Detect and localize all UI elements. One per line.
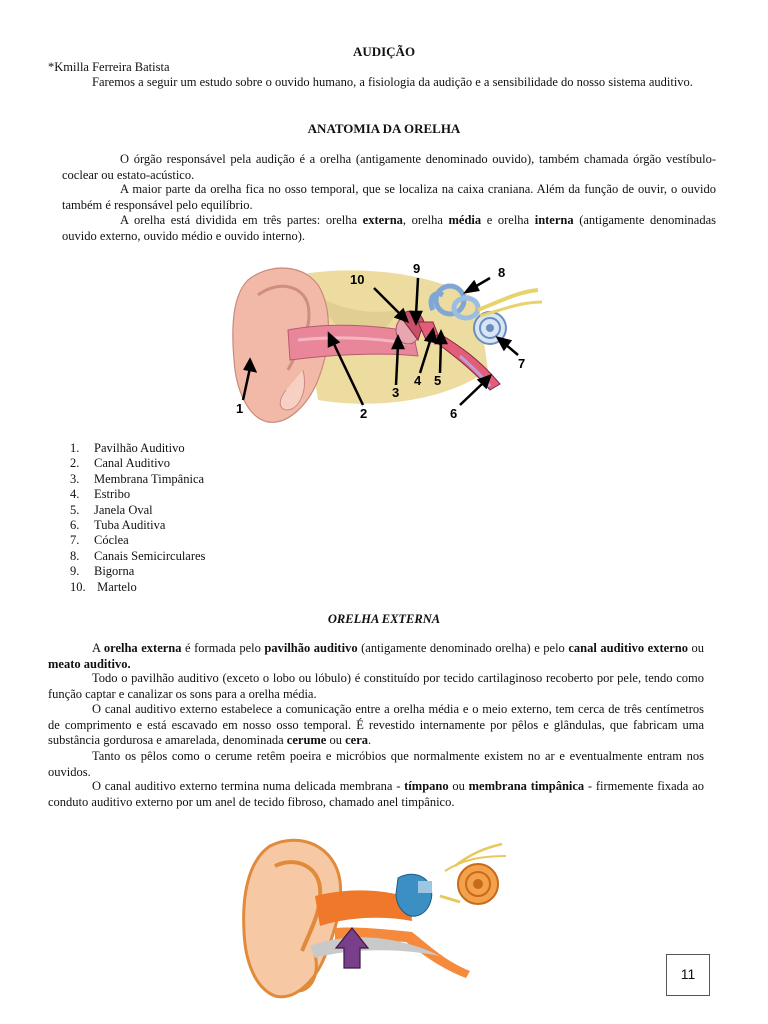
list-item: 5. Janela Oval (70, 502, 153, 517)
external-ear-paragraph-4: Tanto os pêlos como o cerume retêm poeira e micróbios que normalmente existem no ar e eventualmente entram nos ouvidos. (48, 749, 704, 779)
external-ear-illustration (240, 836, 510, 1004)
list-item: 10. Martelo (70, 579, 137, 594)
external-ear-paragraph-1: A orelha externa é formada pelo pavilhão auditivo (antigamente denominado orelha) e pelo canal auditivo externo ou meato auditivo. (48, 641, 704, 671)
intro-paragraph: Faremos a seguir um estudo sobre o ouvido humano, a fisiologia da audição e a sensibilidade do nosso sistema auditivo. (92, 75, 693, 89)
figure-label-1: 1 (236, 401, 244, 416)
anatomy-paragraph-3: A orelha está dividida em três partes: orelha externa, orelha média e orelha interna (antigamente denominadas ouvido externo, ouvido médio e ouvido interno). (62, 213, 717, 243)
external-ear-paragraph-3: O canal auditivo externo estabelece a comunicação entre a orelha média e o meio externo, tem cerca de três centímetros de comprimento e está escavado em nosso osso temporal. É revestido internamente por pêlos e glândulas, que fabricam uma substância gordurosa e amarelada, denominada cerume ou cera. (48, 702, 704, 747)
ear-parts-list (70, 441, 205, 595)
figure-label-5: 5 (434, 373, 442, 388)
figure-label-6: 6 (450, 406, 458, 421)
figure-label-9: 9 (413, 261, 421, 276)
figure-label-8: 8 (498, 265, 506, 280)
section-heading-anatomy: ANATOMIA DA ORELHA (307, 121, 461, 136)
list-item: 9. Bigorna (70, 564, 135, 579)
figure-label-7: 7 (518, 356, 526, 371)
external-ear-paragraph-2: Todo o pavilhão auditivo (exceto o lobo ou lóbulo) é constituído por tecido cartilaginoso recoberto por pele, tendo como função captar e canalizar os sons para a orelha média. (48, 671, 704, 701)
anatomy-paragraph-2: A maior parte da orelha fica no osso temporal, que se localiza na caixa craniana. Além da função de ouvir, o ouvido também é responsável pelo equilíbrio. (62, 182, 716, 212)
page-number: 11 (666, 954, 710, 996)
external-ear-paragraph-5: O canal auditivo externo termina numa delicada membrana - tímpano ou membrana timpânica - firmemente fixada ao conduto auditivo externo por um anel de tecido fibroso, chamado anel timpânico. (48, 779, 704, 809)
list-item: 6. Tuba Auditiva (70, 517, 166, 532)
figure-label-2: 2 (360, 406, 368, 421)
section-heading-external-ear: ORELHA EXTERNA (327, 612, 441, 626)
ear-anatomy-diagram (228, 260, 544, 428)
document-title: AUDIÇÃO (352, 44, 416, 59)
list-item: 8. Canais Semicirculares (70, 548, 206, 563)
figure-label-4: 4 (414, 373, 422, 388)
figure-label-3: 3 (392, 385, 400, 400)
list-item: 1. Pavilhão Auditivo (70, 441, 185, 455)
list-item: 4. Estribo (70, 487, 131, 502)
figure-label-10: 10 (350, 272, 365, 287)
anatomy-paragraph-1: O órgão responsável pela audição é a orelha (antigamente denominado ouvido), também chamada órgão vestíbulo-coclear ou estato-acústico. (62, 152, 716, 182)
author-line: *Kmilla Ferreira Batista (48, 60, 170, 74)
list-item: 3. Membrana Timpânica (70, 471, 205, 486)
list-item: 2. Canal Auditivo (70, 456, 171, 471)
list-item: 7. Cóclea (70, 533, 129, 548)
